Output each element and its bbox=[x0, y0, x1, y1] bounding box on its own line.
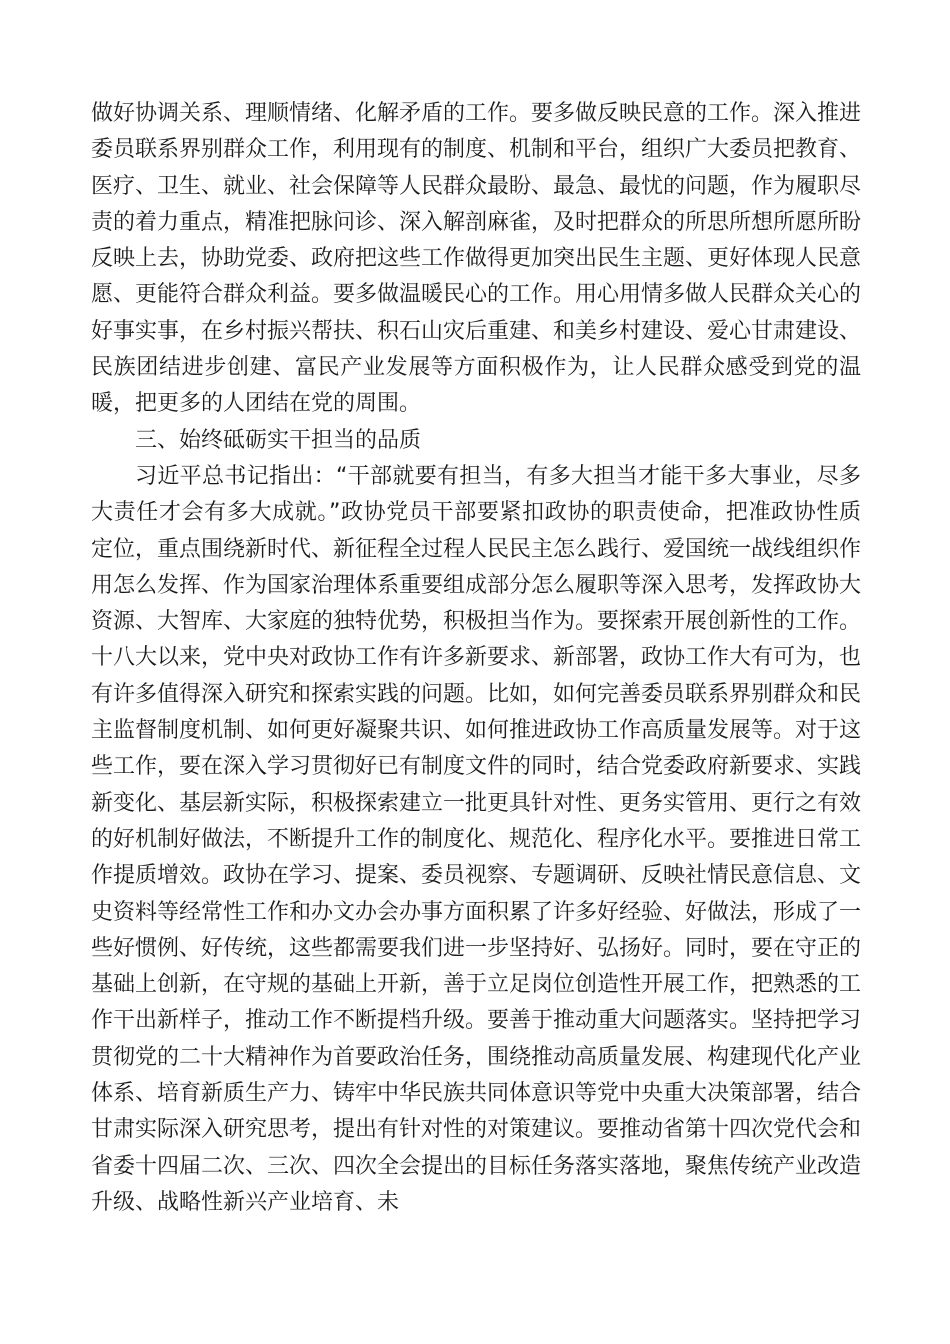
section-heading: 三、始终砥砺实干担当的品质 bbox=[135, 427, 422, 453]
body-paragraph-continued: 做好协调关系、理顺情绪、化解矛盾的工作。要多做反映民意的工作。深入推进委员联系界别群众工作，利用现有的制度、机制和平台，组织广大委员把教育、医疗、卫生、就业、社会保障等人民群众最盼、最急、最忧的问题，作为履职尽责的着力重点，精准把脉问诊、深入解剖麻雀，及时把群众的所思所想所愿所盼反映上去，协助党委、政府把这些工作做得更加突出民生主题、更好体现人民意愿、更能符合群众利益。要多做温暖民心的工作。用心用情多做人民群众关心的好事实事，在乡村振兴帮扶、积石山灾后重建、和美乡村建设、爱心甘肃建设、民族团结进步创建、富民产业发展等方面积极作为，让人民群众感受到党的温暖，把更多的人团结在党的周围。 bbox=[91, 101, 862, 417]
body-paragraph: 习近平总书记指出：“干部就要有担当，有多大担当才能干多大事业，尽多大责任才会有多大成就。”政协党员干部要紧扣政协的职责使命，把准政协性质定位，重点围绕新时代、新征程全过程人民民主怎么践行、爱国统一战线组织作用怎么发挥、作为国家治理体系重要组成部分怎么履职等深入思考，发挥政协大资源、大智库、大家庭的独特优势，积极担当作为。要探索开展创新性的工作。十八大以来，党中央对政协工作有许多新要求、新部署，政协工作大有可为，也有许多值得深入研究和探索实践的问题。比如，如何完善委员联系界别群众和民主监督制度机制、如何更好凝聚共识、如何推进政协工作高质量发展等。对于这些工作，要在深入学习贯彻好已有制度文件的同时，结合党委政府新要求、实践新变化、基层新实际，积极探索建立一批更具针对性、更务实管用、更行之有效的好机制好做法，不断提升工作的制度化、规范化、程序化水平。要推进日常工作提质增效。政协在学习、提案、委员视察、专题调研、反映社情民意信息、文史资料等经常性工作和办文办会办事方面积累了许多好经验、好做法，形成了一些好惯例、好传统，这些都需要我们进一步坚持好、弘扬好。同时，要在守正的基础上创新，在守规的基础上开新，善于立足岗位创造性开展工作，把熟悉的工作干出新样子，推动工作不断提档升级。要善于推动重大问题落实。坚持把学习贯彻党的二十大精神作为首要政治任务，围绕推动高质量发展、构建现代化产业体系、培育新质生产力、铸牢中华民族共同体意识等党中央重大决策部署，结合甘肃实际深入研究思考，提出有针对性的对策建议。要推动省第十四次党代会和省委十四届二次、三次、四次全会提出的目标任务落实落地，聚焦传统产业改造升级、战略性新兴产业培育、未 bbox=[91, 463, 862, 1215]
document-page bbox=[91, 96, 861, 1221]
